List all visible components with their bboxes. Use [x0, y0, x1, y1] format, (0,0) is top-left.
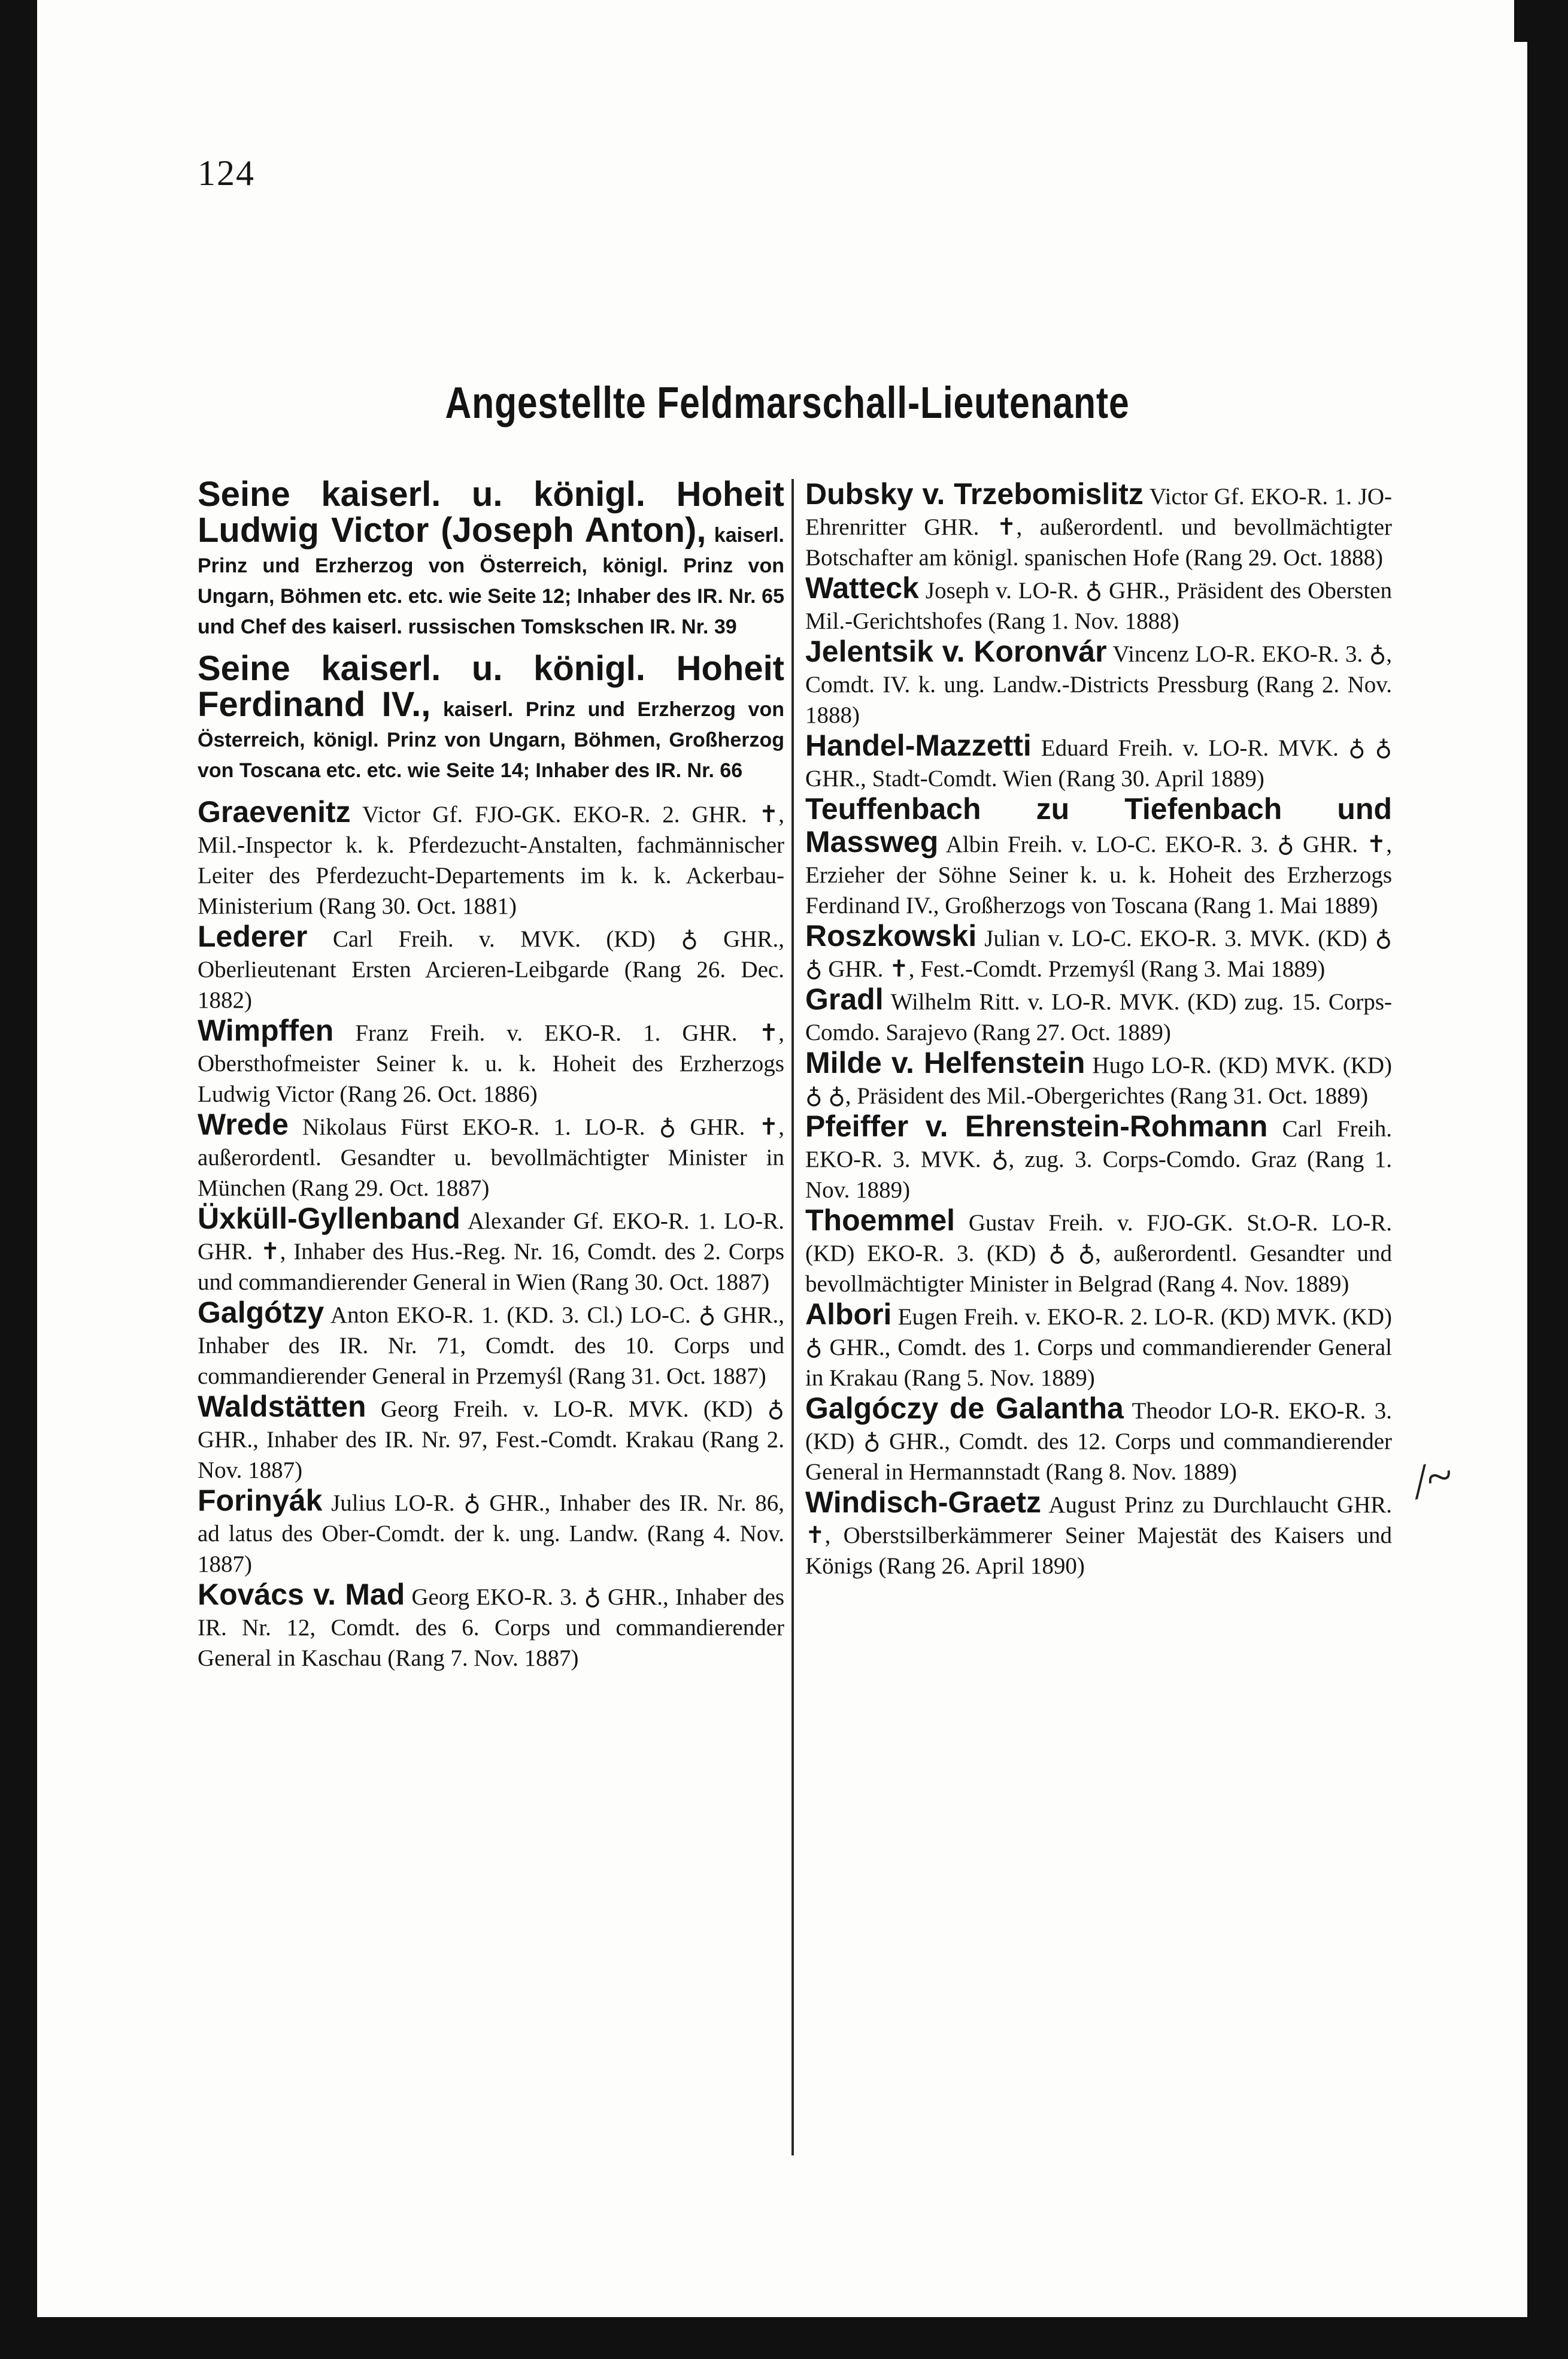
entry-text: Georg EKO-R. 3. ♁ GHR., Inhaber des IR. Nr. 12, Comdt. des 6. Corps und commandierender General in Kaschau (Rang 7. Nov. 1887)	[198, 1584, 785, 1671]
entry-text: Georg Freih. v. LO-R. MVK. (KD) ♁ GHR., Inhaber des IR. Nr. 97, Fest.-Comdt. Krakau (Rang 2. Nov. 1887)	[198, 1396, 785, 1483]
entry-name: Roszkowski	[805, 919, 977, 953]
entry-text: Carl Freih. EKO-R. 3. MVK. ♁, zug. 3. Corps-Comdo. Graz (Rang 1. Nov. 1889)	[805, 1116, 1393, 1203]
entry-name: Albori	[805, 1297, 892, 1331]
entry	[198, 1391, 784, 1485]
entry	[805, 1393, 1392, 1487]
entry-text: Carl Freih. v. MVK. (KD) ♁ GHR., Oberlieutenant Ersten Arcieren-Leibgarde (Rang 26. Dec. 1882)	[198, 926, 784, 1013]
entry	[805, 479, 1392, 573]
entry	[805, 921, 1392, 984]
page-title: Angestellte Feldmarschall-Lieutenante	[445, 378, 1130, 427]
entry	[198, 1579, 784, 1673]
entry-name: Wimpffen	[198, 1014, 334, 1047]
entry	[198, 1203, 784, 1297]
scan-border-top-right	[1514, 0, 1568, 42]
entry-name: Wrede	[198, 1108, 289, 1141]
entry-text: kaiserl. Prinz und Erzherzog von Österreich, königl. Prinz von Ungarn, Böhmen, Großherzog von Toscana etc. etc. wie Seite 14; Inhaber des IR. Nr. 66	[198, 698, 784, 782]
entry	[805, 1487, 1392, 1581]
entry-text: Theodor LO-R. EKO-R. 3. (KD) ♁ GHR., Comdt. des 12. Corps und commandierender General in Hermannstadt (Rang 8. Nov. 1889)	[805, 1398, 1392, 1485]
scan-border-right	[1527, 0, 1568, 2359]
entry-text: Albin Freih. v. LO-C. EKO-R. 3. ♁ GHR. ✝, Erzieher der Söhne Seiner k. u. k. Hoheit des Erzherzogs Ferdinand IV., Großherzogs von Toscana (Rang 1. Mai 1889)	[805, 832, 1392, 918]
entry-text: Wilhelm Ritt. v. LO-R. MVK. (KD) zug. 15. Corps-Comdo. Sarajevo (Rang 27. Oct. 1889)	[805, 989, 1392, 1045]
entry-text: kaiserl. Prinz und Erzherzog von Österreich, königl. Prinz von Ungarn, Böhmen etc. etc. wie Seite 12; Inhaber des IR. Nr. 65 und Chef des kaiserl. russischen Tomskschen IR. Nr. 39	[198, 524, 784, 638]
entry-name: Waldstätten	[198, 1390, 366, 1423]
entry	[805, 984, 1392, 1048]
entry-name: Dubsky v. Trzebomislitz	[805, 477, 1144, 511]
entry	[198, 1485, 784, 1579]
entry-name: Jelentsik v. Koronvár	[805, 635, 1107, 668]
entry	[198, 797, 784, 921]
right-column	[805, 479, 1392, 1581]
entry-text: Eduard Freih. v. LO-R. MVK. ♁ ♁ GHR., Stadt-Comdt. Wien (Rang 30. April 1889)	[805, 735, 1393, 792]
entry-text: Julius LO-R. ♁ GHR., Inhaber des IR. Nr. 86, ad latus des Ober-Comdt. der k. ung. Landw. (Rang 4. Nov. 1887)	[198, 1490, 784, 1577]
entry	[805, 636, 1392, 730]
entry	[198, 921, 784, 1015]
entry-name: Graevenitz	[198, 795, 351, 829]
entry	[805, 1299, 1392, 1393]
entry	[805, 1205, 1392, 1299]
entry-name: Lederer	[198, 920, 308, 953]
handwritten-note: /~	[1407, 1448, 1458, 1509]
entry-text: Anton EKO-R. 1. (KD. 3. Cl.) LO-C. ♁ GHR., Inhaber des IR. Nr. 71, Comdt. des 10. Corps und commandierender General in Przemyśl (Rang 31. Oct. 1887)	[198, 1302, 784, 1389]
entry-name: Handel-Mazzetti	[805, 729, 1032, 762]
entry-text: Victor Gf. EKO-R. 1. JO-Ehrenritter GHR. ✝, außerordentl. und bevollmächtigter Botschafter am königl. spanischen Hofe (Rang 29. Oct. 1888)	[805, 484, 1392, 571]
entry-text: Alexander Gf. EKO-R. 1. LO-R. GHR. ✝, Inhaber des Hus.-Reg. Nr. 16, Comdt. des 2. Corps und commandierender General in Wien (Rang 30. Oct. 1887)	[198, 1208, 784, 1295]
entry-name: Milde v. Helfenstein	[805, 1046, 1085, 1080]
entry-text: Julian v. LO-C. EKO-R. 3. MVK. (KD) ♁ ♁ GHR. ✝, Fest.-Comdt. Przemyśl (Rang 3. Mai 1889)	[805, 926, 1392, 982]
entry	[805, 1048, 1392, 1111]
scan-border-bottom	[0, 2317, 1568, 2359]
entry-text: Victor Gf. FJO-GK. EKO-R. 2. GHR. ✝, Mil.-Inspector k. k. Pferdezucht-Anstalten, fachmännischer Leiter des Pferdezucht-Departements im k. k. Ackerbau-Ministerium (Rang 30. Oct. 1881)	[198, 802, 784, 919]
entry	[198, 1109, 784, 1203]
entry-text: Vincenz LO-R. EKO-R. 3. ♁, Comdt. IV. k. ung. Landw.-Districts Pressburg (Rang 2. Nov. 1888)	[805, 641, 1393, 728]
entry-text: Nikolaus Fürst EKO-R. 1. LO-R. ♁ GHR. ✝, außerordentl. Gesandter u. bevollmächtigter Minister in München (Rang 29. Oct. 1887)	[198, 1114, 785, 1201]
entry-name: Teuffenbach zu Tiefenbach und Massweg	[805, 792, 1392, 859]
entry-name: Üxküll-Gyllenband	[198, 1202, 460, 1235]
entry-name: Pfeiffer v. Ehrenstein-Rohmann	[805, 1109, 1268, 1143]
entry-text: Gustav Freih. v. FJO-GK. St.O-R. LO-R. (KD) EKO-R. 3. (KD) ♁ ♁, außerordentl. Gesandter und bevollmächtigter Minister in Belgrad (Rang 4. Nov. 1889)	[805, 1210, 1393, 1297]
entry-name: Galgóczy de Galantha	[805, 1391, 1124, 1425]
entry-text: Joseph v. LO-R. ♁ GHR., Präsident des Obersten Mil.-Gerichtshofes (Rang 1. Nov. 1888)	[805, 578, 1392, 634]
entry	[805, 573, 1392, 636]
entry-text: Eugen Freih. v. EKO-R. 2. LO-R. (KD) MVK. (KD) ♁ GHR., Comdt. des 1. Corps und commandierender General in Krakau (Rang 5. Nov. 1889)	[805, 1304, 1392, 1391]
entry-name: Seine kaiserl. u. königl. Hoheit Ludwig Victor (Joseph Anton),	[198, 475, 784, 550]
entry-text: Franz Freih. v. EKO-R. 1. GHR. ✝, Obersthofmeister Seiner k. u. k. Hoheit des Erzherzogs Ludwig Victor (Rang 26. Oct. 1886)	[198, 1020, 784, 1107]
entry-text: August Prinz zu Durchlaucht GHR. ✝, Oberstsilberkämmerer Seiner Majestät des Kaisers und Königs (Rang 26. April 1890)	[805, 1492, 1392, 1579]
entry-name: Thoemmel	[805, 1203, 956, 1237]
left-column	[198, 475, 785, 1673]
entry-name: Windisch-Graetz	[805, 1485, 1042, 1519]
page-number: 124	[198, 153, 255, 193]
entry	[805, 794, 1392, 921]
entry	[198, 475, 784, 642]
entry	[805, 730, 1392, 794]
entry	[805, 1111, 1392, 1205]
entry-name: Gradl	[805, 983, 884, 1016]
entry-text: Hugo LO-R. (KD) MVK. (KD) ♁ ♁, Präsident des Mil.-Obergerichtes (Rang 31. Oct. 1889)	[805, 1053, 1392, 1109]
entry-name: Watteck	[805, 571, 919, 605]
entry	[198, 1015, 784, 1109]
entry	[198, 649, 784, 786]
column-divider	[791, 479, 794, 2155]
entry-name: Seine kaiserl. u. königl. Hoheit Ferdinand IV.,	[198, 649, 784, 724]
entry	[198, 1297, 784, 1391]
entry-name: Kovács v. Mad	[198, 1578, 405, 1611]
entry-name: Forinyák	[198, 1484, 323, 1517]
entry-name: Galgótzy	[198, 1296, 324, 1329]
scan-border-left	[0, 0, 37, 2359]
